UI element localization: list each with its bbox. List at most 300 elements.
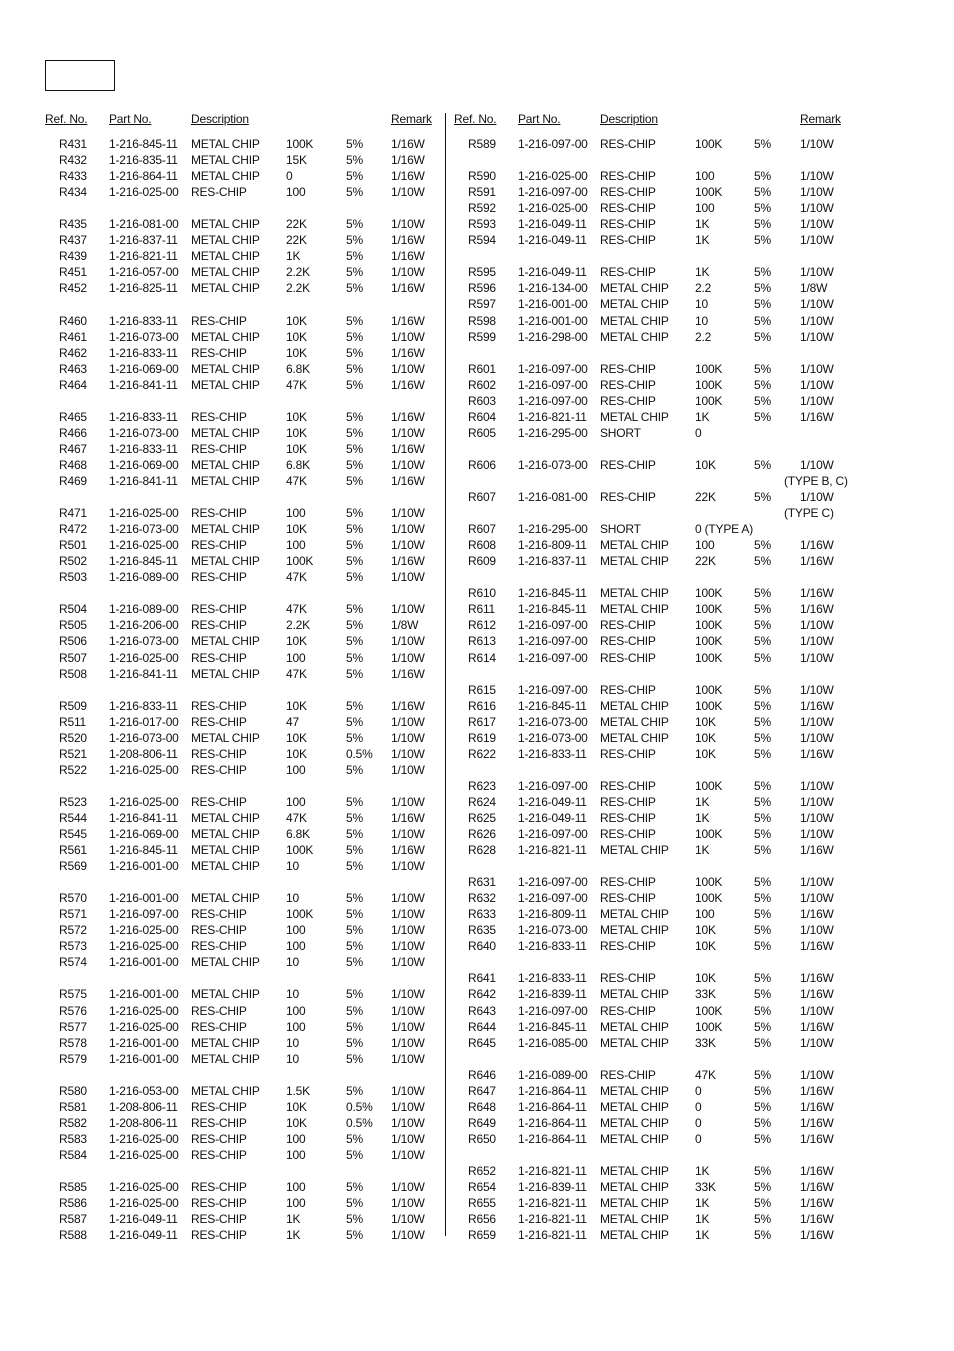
description: METAL CHIP bbox=[191, 329, 260, 344]
remark: 1/16W bbox=[391, 313, 425, 328]
value: 1K bbox=[695, 1212, 710, 1227]
parts-rows bbox=[454, 136, 854, 1243]
remark: 1/10W bbox=[391, 1196, 425, 1211]
remark: 1/10W bbox=[800, 201, 834, 216]
value: 10K bbox=[286, 698, 307, 713]
description: RES-CHIP bbox=[191, 714, 247, 729]
part-no: 1-216-073-00 bbox=[109, 730, 179, 745]
description: RES-CHIP bbox=[600, 810, 656, 825]
tolerance: 5% bbox=[754, 1228, 771, 1243]
part-row bbox=[454, 521, 854, 537]
part-no: 1-216-825-11 bbox=[109, 281, 178, 296]
remark: 1/10W bbox=[800, 265, 834, 280]
part-row bbox=[45, 1003, 440, 1019]
ref-no: R580 bbox=[59, 1083, 87, 1098]
remark: 1/10W bbox=[391, 1228, 425, 1243]
value: 100 bbox=[286, 1147, 306, 1162]
ref-no: R623 bbox=[468, 778, 496, 793]
column-header bbox=[454, 112, 854, 130]
description: METAL CHIP bbox=[600, 409, 669, 424]
part-row bbox=[45, 1083, 440, 1099]
tolerance: 5% bbox=[754, 137, 771, 151]
remark: 1/16W bbox=[391, 377, 425, 392]
header-description: Description bbox=[600, 112, 658, 126]
tolerance: 5% bbox=[346, 618, 363, 633]
part-no: 1-216-057-00 bbox=[109, 265, 179, 280]
part-row bbox=[454, 585, 854, 601]
part-row bbox=[45, 617, 440, 633]
tolerance: 5% bbox=[346, 1196, 363, 1211]
remark: 1/10W bbox=[391, 939, 425, 954]
ref-no: R613 bbox=[468, 634, 496, 649]
part-row bbox=[45, 1035, 440, 1051]
ref-no: R585 bbox=[59, 1180, 87, 1195]
description: METAL CHIP bbox=[191, 987, 260, 1002]
description: METAL CHIP bbox=[191, 634, 260, 649]
part-no: 1-216-845-11 bbox=[109, 554, 178, 569]
description: RES-CHIP bbox=[191, 698, 247, 713]
tolerance: 5% bbox=[754, 939, 771, 954]
part-row bbox=[454, 714, 854, 730]
part-row bbox=[454, 922, 854, 938]
part-row bbox=[454, 730, 854, 746]
description: METAL CHIP bbox=[191, 137, 260, 151]
part-no: 1-216-206-00 bbox=[109, 618, 179, 633]
description: METAL CHIP bbox=[191, 843, 260, 858]
value: 47K bbox=[286, 473, 307, 488]
tolerance: 5% bbox=[346, 666, 363, 681]
part-no: 1-216-069-00 bbox=[109, 457, 179, 472]
remark: 1/16W bbox=[391, 554, 425, 569]
description: RES-CHIP bbox=[600, 1003, 656, 1018]
part-no: 1-216-864-11 bbox=[518, 1099, 587, 1114]
part-row bbox=[454, 280, 854, 296]
part-row bbox=[45, 1227, 440, 1243]
part-row bbox=[45, 280, 440, 296]
value: 10K bbox=[286, 409, 307, 424]
remark: 1/10W bbox=[800, 650, 834, 665]
ref-no: R569 bbox=[59, 859, 87, 874]
part-no: 1-216-073-00 bbox=[518, 457, 588, 472]
part-row bbox=[454, 377, 854, 393]
description: METAL CHIP bbox=[600, 730, 669, 745]
ref-no: R624 bbox=[468, 794, 496, 809]
tolerance: 5% bbox=[754, 602, 771, 617]
part-no: 1-216-097-00 bbox=[518, 650, 588, 665]
description: METAL CHIP bbox=[600, 843, 669, 858]
remark: 1/16W bbox=[391, 441, 425, 456]
value: 10 bbox=[286, 955, 299, 970]
remark: 1/16W bbox=[391, 345, 425, 360]
part-row bbox=[454, 1195, 854, 1211]
ref-no: R588 bbox=[59, 1228, 87, 1243]
tolerance: 5% bbox=[346, 843, 363, 858]
description: METAL CHIP bbox=[191, 730, 260, 745]
tolerance: 5% bbox=[754, 1131, 771, 1146]
remark: 1/10W bbox=[800, 682, 834, 697]
remark: 1/16W bbox=[800, 843, 834, 858]
tolerance: 5% bbox=[346, 1083, 363, 1098]
part-no: 1-216-053-00 bbox=[109, 1083, 179, 1098]
blank-row bbox=[454, 954, 854, 970]
remark: 1/10W bbox=[391, 506, 425, 521]
tolerance: 5% bbox=[754, 457, 771, 472]
description: RES-CHIP bbox=[191, 345, 247, 360]
remark: 1/10W bbox=[391, 1115, 425, 1130]
description: METAL CHIP bbox=[191, 425, 260, 440]
tolerance: 5% bbox=[754, 1019, 771, 1034]
ref-no: R570 bbox=[59, 891, 87, 906]
part-row bbox=[454, 746, 854, 762]
tolerance: 5% bbox=[754, 393, 771, 408]
value: 0 bbox=[695, 1083, 702, 1098]
parts-rows bbox=[45, 136, 440, 1243]
ref-no: R641 bbox=[468, 971, 496, 986]
tolerance: 5% bbox=[346, 634, 363, 649]
remark: 1/16W bbox=[800, 602, 834, 617]
part-no: 1-216-821-11 bbox=[109, 249, 178, 264]
ref-no: R628 bbox=[468, 843, 496, 858]
value: 100 bbox=[286, 650, 306, 665]
part-no: 1-216-295-00 bbox=[518, 522, 588, 537]
description: METAL CHIP bbox=[600, 1099, 669, 1114]
description: METAL CHIP bbox=[191, 666, 260, 681]
remark: 1/16W bbox=[391, 137, 425, 151]
part-row bbox=[454, 313, 854, 329]
part-row bbox=[45, 826, 440, 842]
remark: 1/10W bbox=[391, 329, 425, 344]
description: RES-CHIP bbox=[191, 441, 247, 456]
header-remark: Remark bbox=[800, 112, 841, 126]
part-row bbox=[454, 617, 854, 633]
value: 100K bbox=[286, 907, 314, 922]
tolerance: 5% bbox=[754, 843, 771, 858]
description: RES-CHIP bbox=[600, 939, 656, 954]
part-no: 1-216-809-11 bbox=[518, 907, 587, 922]
part-no: 1-216-073-00 bbox=[518, 730, 588, 745]
tolerance: 5% bbox=[754, 987, 771, 1002]
part-no: 1-216-025-00 bbox=[109, 538, 179, 553]
description: RES-CHIP bbox=[600, 650, 656, 665]
part-row bbox=[454, 200, 854, 216]
part-row bbox=[45, 1019, 440, 1035]
description: METAL CHIP bbox=[600, 1019, 669, 1034]
part-no: 1-216-809-11 bbox=[518, 538, 587, 553]
part-no: 1-216-845-11 bbox=[109, 843, 178, 858]
description: METAL CHIP bbox=[600, 1035, 669, 1050]
tolerance: 5% bbox=[754, 923, 771, 938]
tolerance: 5% bbox=[754, 794, 771, 809]
blank-row bbox=[454, 858, 854, 874]
ref-no: R574 bbox=[59, 955, 87, 970]
value: 47K bbox=[695, 1067, 716, 1082]
description: METAL CHIP bbox=[600, 554, 669, 569]
remark: 1/10W bbox=[800, 794, 834, 809]
ref-no: R506 bbox=[59, 634, 87, 649]
remark: 1/10W bbox=[800, 730, 834, 745]
ref-no: R619 bbox=[468, 730, 496, 745]
value: 10K bbox=[286, 329, 307, 344]
ref-no: R596 bbox=[468, 281, 496, 296]
tolerance: 5% bbox=[346, 987, 363, 1002]
part-row bbox=[454, 778, 854, 794]
part-no: 1-216-821-11 bbox=[518, 1212, 587, 1227]
part-row bbox=[45, 666, 440, 682]
part-row bbox=[45, 794, 440, 810]
value: 100K bbox=[286, 843, 314, 858]
description: RES-CHIP bbox=[600, 169, 656, 184]
value: 100K bbox=[695, 1003, 723, 1018]
remark: 1/10W bbox=[800, 1035, 834, 1050]
description: METAL CHIP bbox=[600, 714, 669, 729]
value: 100K bbox=[695, 682, 723, 697]
value: 100 bbox=[695, 169, 715, 184]
ref-no: R612 bbox=[468, 618, 496, 633]
description: RES-CHIP bbox=[600, 361, 656, 376]
part-row bbox=[45, 650, 440, 666]
description: RES-CHIP bbox=[191, 538, 247, 553]
ref-no: R462 bbox=[59, 345, 87, 360]
description: RES-CHIP bbox=[191, 794, 247, 809]
tolerance: 5% bbox=[346, 1019, 363, 1034]
description: RES-CHIP bbox=[600, 1067, 656, 1082]
remark: 1/10W bbox=[391, 730, 425, 745]
part-row bbox=[45, 505, 440, 521]
tolerance: 5% bbox=[754, 201, 771, 216]
part-no: 1-216-845-11 bbox=[518, 586, 587, 601]
ref-no: R434 bbox=[59, 185, 87, 200]
ref-no: R463 bbox=[59, 361, 87, 376]
value: 100 bbox=[286, 1131, 306, 1146]
part-row bbox=[45, 264, 440, 280]
value: 1K bbox=[695, 409, 710, 424]
part-no: 1-216-097-00 bbox=[518, 377, 588, 392]
description: METAL CHIP bbox=[191, 281, 260, 296]
part-row bbox=[454, 1131, 854, 1147]
part-no: 1-216-001-00 bbox=[109, 859, 179, 874]
value: 100 bbox=[286, 506, 306, 521]
remark: 1/16W bbox=[800, 1019, 834, 1034]
value: 10K bbox=[695, 730, 716, 745]
part-row bbox=[45, 136, 440, 152]
part-row bbox=[45, 954, 440, 970]
ref-no: R609 bbox=[468, 554, 496, 569]
description: METAL CHIP bbox=[191, 233, 260, 248]
ref-no: R590 bbox=[468, 169, 496, 184]
tolerance: 5% bbox=[754, 875, 771, 890]
remark: 1/10W bbox=[391, 1019, 425, 1034]
remark: 1/10W bbox=[800, 778, 834, 793]
tolerance: 5% bbox=[346, 1180, 363, 1195]
part-no: 1-216-097-00 bbox=[518, 185, 588, 200]
ref-no: R503 bbox=[59, 570, 87, 585]
blank-row bbox=[45, 1163, 440, 1179]
part-row bbox=[45, 248, 440, 264]
description: RES-CHIP bbox=[191, 746, 247, 761]
value: 1K bbox=[695, 843, 710, 858]
ref-no: R632 bbox=[468, 891, 496, 906]
remark: 1/10W bbox=[800, 297, 834, 312]
value: 33K bbox=[695, 1035, 716, 1050]
remark: 1/10W bbox=[800, 810, 834, 825]
blank-row bbox=[45, 682, 440, 698]
remark: 1/10W bbox=[391, 217, 425, 232]
part-row bbox=[454, 473, 854, 489]
part-no: 1-216-839-11 bbox=[518, 987, 587, 1002]
remark: 1/10W bbox=[391, 907, 425, 922]
part-row bbox=[45, 232, 440, 248]
part-no: 1-216-839-11 bbox=[518, 1180, 587, 1195]
remark: 1/10W bbox=[391, 891, 425, 906]
remark: 1/16W bbox=[391, 233, 425, 248]
part-no: 1-216-049-11 bbox=[518, 217, 587, 232]
remark: 1/10W bbox=[391, 457, 425, 472]
tolerance: 5% bbox=[754, 1083, 771, 1098]
tolerance: 0.5% bbox=[346, 1099, 373, 1114]
remark: 1/16W bbox=[800, 939, 834, 954]
part-row bbox=[454, 1067, 854, 1083]
blank-row bbox=[454, 1147, 854, 1163]
remark: 1/16W bbox=[800, 971, 834, 986]
part-no: 1-216-049-11 bbox=[109, 1212, 178, 1227]
tolerance: 5% bbox=[754, 281, 771, 296]
part-no: 1-216-298-00 bbox=[518, 329, 588, 344]
remark: 1/10W bbox=[391, 987, 425, 1002]
tolerance: 5% bbox=[754, 217, 771, 232]
ref-no: R586 bbox=[59, 1196, 87, 1211]
tolerance: 5% bbox=[346, 730, 363, 745]
part-no: 1-216-097-00 bbox=[518, 778, 588, 793]
value: 22K bbox=[286, 217, 307, 232]
description: METAL CHIP bbox=[600, 281, 669, 296]
remark: 1/16W bbox=[800, 1164, 834, 1178]
tolerance: 5% bbox=[346, 939, 363, 954]
part-no: 1-216-833-11 bbox=[518, 746, 587, 761]
remark: 1/10W bbox=[800, 891, 834, 906]
part-row bbox=[45, 521, 440, 537]
remark: 1/10W bbox=[391, 1147, 425, 1162]
value: 100 bbox=[286, 762, 306, 777]
parts-list-right-column bbox=[454, 112, 854, 1243]
description: METAL CHIP bbox=[191, 265, 260, 280]
blank-row bbox=[45, 489, 440, 505]
tolerance: 0.5% bbox=[346, 746, 373, 761]
ref-no: R602 bbox=[468, 377, 496, 392]
column-header bbox=[45, 112, 440, 130]
remark: 1/10W bbox=[800, 233, 834, 248]
description: RES-CHIP bbox=[191, 1180, 247, 1195]
part-row bbox=[454, 393, 854, 409]
part-row bbox=[454, 601, 854, 617]
ref-no: R649 bbox=[468, 1115, 496, 1130]
remark: 1/10W bbox=[391, 762, 425, 777]
part-no: 1-216-841-11 bbox=[109, 666, 178, 681]
description: RES-CHIP bbox=[191, 650, 247, 665]
part-no: 1-216-025-00 bbox=[109, 794, 179, 809]
ref-no: R622 bbox=[468, 746, 496, 761]
value: 1K bbox=[286, 1228, 301, 1243]
ref-no: R508 bbox=[59, 666, 87, 681]
part-row bbox=[45, 152, 440, 168]
ref-no: R614 bbox=[468, 650, 496, 665]
remark: 1/10W bbox=[391, 1051, 425, 1066]
tolerance: 5% bbox=[754, 1099, 771, 1114]
value: 100 bbox=[286, 538, 306, 553]
tolerance: 5% bbox=[754, 746, 771, 761]
remark: 1/10W bbox=[800, 875, 834, 890]
value: 100K bbox=[695, 586, 723, 601]
remark: 1/10W bbox=[391, 1131, 425, 1146]
remark: 1/16W bbox=[391, 409, 425, 424]
remark: 1/16W bbox=[800, 907, 834, 922]
value: 1K bbox=[695, 217, 710, 232]
part-row bbox=[454, 537, 854, 553]
ref-no: R576 bbox=[59, 1003, 87, 1018]
ref-no: R507 bbox=[59, 650, 87, 665]
remark: 1/10W bbox=[391, 1099, 425, 1114]
tolerance: 5% bbox=[346, 377, 363, 392]
value: 10K bbox=[286, 746, 307, 761]
part-no: 1-216-864-11 bbox=[518, 1115, 587, 1130]
description: METAL CHIP bbox=[600, 586, 669, 601]
part-row bbox=[45, 345, 440, 361]
part-row bbox=[454, 409, 854, 425]
ref-no: R593 bbox=[468, 217, 496, 232]
tolerance: 5% bbox=[346, 313, 363, 328]
description: RES-CHIP bbox=[600, 794, 656, 809]
part-no: 1-216-097-00 bbox=[518, 137, 588, 151]
part-row bbox=[45, 906, 440, 922]
tolerance: 5% bbox=[346, 153, 363, 168]
ref-no: R645 bbox=[468, 1035, 496, 1050]
description: RES-CHIP bbox=[191, 1115, 247, 1130]
value: 6.8K bbox=[286, 457, 310, 472]
tolerance: 5% bbox=[754, 730, 771, 745]
value: 6.8K bbox=[286, 827, 310, 842]
part-row bbox=[45, 553, 440, 569]
value: 10K bbox=[695, 971, 716, 986]
description: METAL CHIP bbox=[191, 522, 260, 537]
ref-no: R587 bbox=[59, 1212, 87, 1227]
part-no: 1-216-025-00 bbox=[109, 1147, 179, 1162]
ref-no: R652 bbox=[468, 1164, 496, 1178]
part-row bbox=[45, 1099, 440, 1115]
ref-no: R599 bbox=[468, 329, 496, 344]
description: METAL CHIP bbox=[191, 827, 260, 842]
tolerance: 5% bbox=[754, 1180, 771, 1195]
column-divider bbox=[445, 113, 446, 1236]
remark: 1/10W bbox=[391, 746, 425, 761]
ref-no: R656 bbox=[468, 1212, 496, 1227]
tolerance: 5% bbox=[346, 1131, 363, 1146]
ref-no: R648 bbox=[468, 1099, 496, 1114]
tolerance: 5% bbox=[754, 329, 771, 344]
ref-no: R432 bbox=[59, 153, 87, 168]
tolerance: 5% bbox=[346, 361, 363, 376]
value: 10K bbox=[695, 457, 716, 472]
remark: 1/16W bbox=[391, 666, 425, 681]
value: 1.5K bbox=[286, 1083, 310, 1098]
part-row bbox=[454, 633, 854, 649]
ref-no: R561 bbox=[59, 843, 87, 858]
remark: 1/16W bbox=[800, 1083, 834, 1098]
remark: 1/10W bbox=[391, 714, 425, 729]
part-no: 1-216-001-00 bbox=[518, 297, 588, 312]
ref-no: R607 bbox=[468, 490, 496, 505]
ref-no: R501 bbox=[59, 538, 87, 553]
part-no: 1-216-049-11 bbox=[518, 233, 587, 248]
tolerance: 5% bbox=[346, 265, 363, 280]
